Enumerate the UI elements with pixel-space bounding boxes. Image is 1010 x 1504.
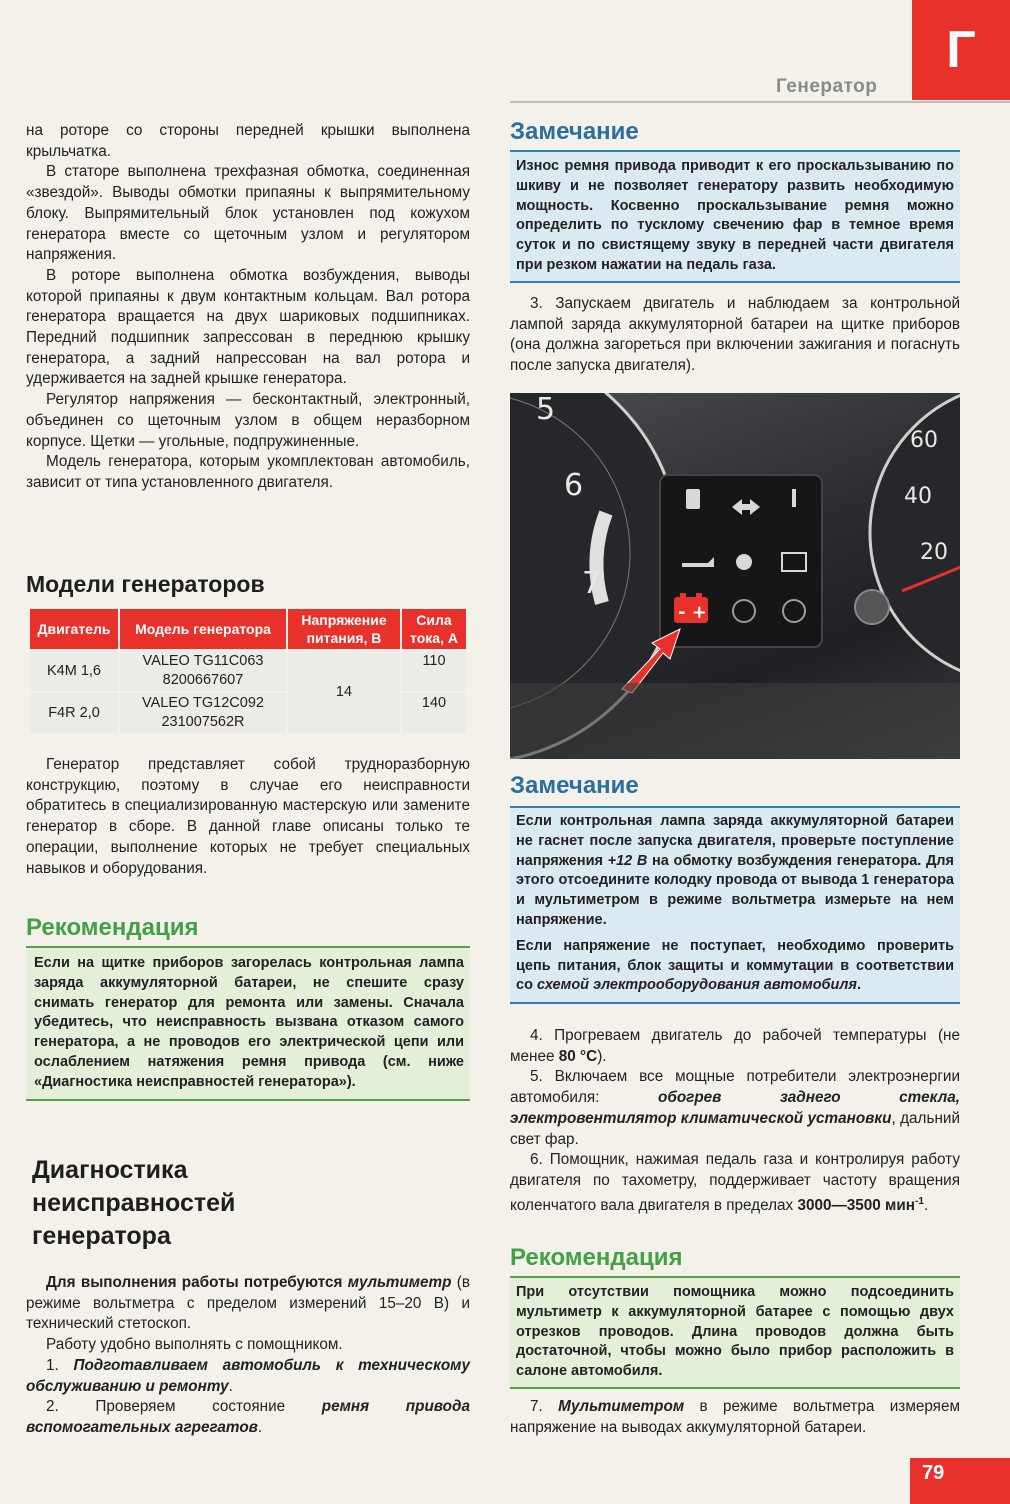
cell-engine: F4R 2,0 bbox=[29, 692, 119, 734]
paragraph: Генератор представляет собой трудноразборную конструкцию, поэтому в случае его неисправности обратитесь в специализированную мастерскую или замените генератор в сборе. В данной главе описаны только те операции, выполнение которых не требует специальных навыков и оборудования. bbox=[26, 756, 470, 877]
recommendation-box bbox=[26, 946, 470, 1101]
fuel-icon bbox=[686, 489, 700, 509]
tools-lead: Для выполнения работы потребуются bbox=[46, 1274, 348, 1291]
table-row bbox=[29, 650, 467, 692]
step-lead: 7. bbox=[530, 1398, 559, 1415]
note-box bbox=[510, 150, 960, 283]
table-title: Модели генераторов bbox=[26, 571, 265, 597]
paragraph: В статоре выполнена трехфазная обмотка, соединенная «звездой». Выводы обмотки припаяны к выпрямительному блоку. Выпрямительный блок установлен под кожухом генератора вместе со щеточным узлом и регулятором напряжения. bbox=[26, 163, 470, 264]
diagnostics-steps-left bbox=[26, 1273, 470, 1439]
step-3-block bbox=[510, 294, 960, 377]
col-header: Двигатель bbox=[29, 608, 119, 650]
tools-rest: (в режиме вольтметра с пределом измерений 15–20 В) и технический стетоскоп. bbox=[26, 1274, 470, 1333]
recommendation-text: Если на щитке приборов загорелась контрольная лампа заряда аккумуляторной батареи, не спешите сразу снимать генератор для ремонта или замены. Сначала убедитесь, что неисправность вызвана отказом самого генератора, а не проводов его электрической цепи или ослаблением натяжения ремня привода (см. ниже «Диагностика неисправностей генератора»). bbox=[34, 955, 464, 1090]
step-end: в режиме вольтметра измеряем напряжение на выводах аккумуляторной батареи. bbox=[510, 1398, 960, 1436]
speedo-40-label: 40 bbox=[904, 484, 932, 509]
recommendation-text: При отсутствии помощника можно подсоединить мультиметр к аккумуляторной батарее с помощью двух отрезков проводов. Длина проводов должна быть достаточной, чтобы можно было прибор расположить в салоне автомобиля. bbox=[516, 1284, 954, 1380]
repair-note-text bbox=[26, 755, 470, 879]
tach-7-label: 7 bbox=[582, 566, 602, 601]
voltage-value: +12 В bbox=[607, 852, 648, 869]
paragraph: Регулятор напряжения — бесконтактный, электронный, объединен со щеточным узлом в общем неразборном корпусе. Щетки — угольные, подпружиненные. bbox=[26, 391, 470, 450]
coolant-icon bbox=[792, 489, 796, 507]
dashboard-photo bbox=[510, 393, 960, 759]
model-line: VALEO TG11C063 bbox=[142, 653, 264, 669]
model-line: 8200667607 bbox=[162, 672, 244, 688]
paragraph: на роторе со стороны передней крышки выполнена крыльчатка. bbox=[26, 122, 470, 160]
heading-line: неисправностей bbox=[32, 1189, 236, 1217]
speedo-20-label: 20 bbox=[920, 540, 948, 565]
heading-line: Диагностика bbox=[32, 1156, 188, 1184]
left-intro-text bbox=[26, 121, 470, 494]
note-heading: Замечание bbox=[510, 772, 639, 799]
paragraph: В роторе выполнена обмотка возбуждения, выводы которой припаяны к двум контактным кольцам. Вал ротора генератора вращается на двух шариковых подшипниках. Передний подшипник запрессован в переднюю крышку генератора, а задний напрессован на вал ротора и удерживается на задней крышке генератора. bbox=[26, 266, 470, 388]
note-box bbox=[510, 806, 960, 1004]
cell-engine: K4M 1,6 bbox=[29, 650, 119, 692]
step-1 bbox=[26, 1356, 470, 1397]
header-rule bbox=[510, 101, 1010, 103]
step-emph: ремня привода вспомогательных агрегатов bbox=[26, 1398, 470, 1436]
model-line: VALEO TG12C092 bbox=[142, 695, 264, 711]
step-lead: 6. Помощник, нажимая педаль газа и контролируя работу двигателя по тахометру, поддерживает частоту вращения коленчатого вала двигателя в пределах bbox=[510, 1151, 960, 1214]
generator-models-table bbox=[28, 607, 468, 735]
step-5 bbox=[510, 1067, 960, 1150]
step-7 bbox=[510, 1397, 960, 1438]
note-span: Если контрольная лампа заряда аккумуляторной батареи не гаснет после запуска двигателя, проверьте поступление напряжения bbox=[516, 813, 954, 869]
page-number: 79 bbox=[910, 1458, 1010, 1504]
cell-voltage: 14 bbox=[287, 650, 401, 734]
indicator-icon bbox=[736, 554, 752, 570]
cell-current: 140 bbox=[401, 692, 467, 734]
speedo-60-label: 60 bbox=[910, 428, 938, 453]
recommendation-heading: Рекомендация bbox=[510, 1244, 683, 1271]
step-lead: 5. Включаем все мощные потребители электроэнергии автомобиля: bbox=[510, 1068, 960, 1107]
chapter-tab: Г bbox=[912, 0, 1010, 100]
tools-multimeter: мультиметр bbox=[347, 1274, 452, 1291]
dashboard-illustration bbox=[510, 393, 960, 759]
step-number: 1. bbox=[46, 1356, 74, 1374]
note-span: на обмотку возбуждения генератора. Для этого отсоедините колодку провода от вывода 1 генератора и мультиметром в режиме вольтметра измерьте на нем напряжение. bbox=[516, 852, 954, 928]
reset-knob bbox=[855, 590, 889, 624]
recommendation-heading: Рекомендация bbox=[26, 914, 199, 941]
step-lead: 4. Прогреваем двигатель до рабочей температуры (не менее bbox=[510, 1027, 960, 1065]
step-emph: Мультиметром bbox=[558, 1398, 685, 1415]
step-end: . bbox=[228, 1377, 233, 1395]
note-heading: Замечание bbox=[510, 118, 639, 145]
note-text bbox=[516, 812, 954, 931]
col-header: Модель генератора bbox=[119, 608, 287, 650]
rpm-exponent: -1 bbox=[915, 1195, 924, 1207]
step-end: ). bbox=[597, 1047, 607, 1065]
model-line: 231007562R bbox=[161, 714, 245, 730]
tach-5-label: 5 bbox=[536, 393, 556, 427]
steps-4-6 bbox=[510, 1026, 960, 1216]
step-end: , дальний свет фар. bbox=[510, 1109, 960, 1148]
step-6 bbox=[510, 1150, 960, 1216]
temp-value: 80 °С bbox=[558, 1047, 598, 1065]
recommendation-box bbox=[510, 1276, 960, 1389]
step-4 bbox=[510, 1026, 960, 1067]
step-emph: Подготавливаем автомобиль к техническому обслуживанию и ремонту bbox=[26, 1356, 470, 1395]
tools-paragraph bbox=[26, 1273, 470, 1335]
note-text bbox=[516, 937, 954, 996]
paragraph: Работу удобно выполнять с помощником. bbox=[46, 1336, 343, 1354]
cell-current: 110 bbox=[401, 650, 467, 692]
cell-model bbox=[119, 650, 287, 692]
note-text: Износ ремня привода приводит к его проскальзыванию по шкиву и не позволяет генератору развить необходимую мощность. Косвенно проскальзывание ремня можно определить по тусклому свечению фар в темное время суток и по свистящему звуку в передней части двигателя при резком нажатии на педаль газа. bbox=[516, 158, 954, 273]
step-3: 3. Запускаем двигатель и наблюдаем за контрольной лампой заряда аккумуляторной батареи на щитке приборов (она должна загореться при включении зажигания и погаснуть после запуска двигателя). bbox=[510, 295, 960, 375]
paragraph: Модель генератора, которым укомплектован автомобиль, зависит от типа установленного двигателя. bbox=[26, 453, 470, 491]
rpm-value: 3000—3500 мин bbox=[797, 1196, 916, 1214]
step-emph: обогрев заднего стекла, электровентилятор климатической установки bbox=[510, 1089, 960, 1127]
wiring-ref: схемой электрооборудования автомобиля bbox=[536, 977, 857, 994]
cell-model bbox=[119, 692, 287, 734]
tach-6-label: 6 bbox=[564, 468, 584, 503]
step-2 bbox=[26, 1397, 470, 1438]
table-row bbox=[29, 692, 467, 734]
note-span: Если напряжение не поступает, необходимо проверить цепь питания, блок защиты и коммутации в соответствии со bbox=[516, 937, 954, 994]
col-header: Напряжение питания, В bbox=[287, 608, 401, 650]
step-end: . bbox=[923, 1196, 929, 1214]
svg-text:- +: - + bbox=[678, 602, 707, 623]
running-header-title: Генератор bbox=[776, 76, 878, 97]
step-7-block bbox=[510, 1397, 960, 1438]
diagnostics-heading bbox=[32, 1154, 235, 1253]
heading-line: генератора bbox=[32, 1222, 171, 1250]
step-end: . bbox=[257, 1418, 263, 1436]
note-span: . bbox=[856, 977, 861, 994]
step-lead: 2. Проверяем состояние bbox=[46, 1398, 322, 1416]
col-header: Сила тока, А bbox=[401, 608, 467, 650]
